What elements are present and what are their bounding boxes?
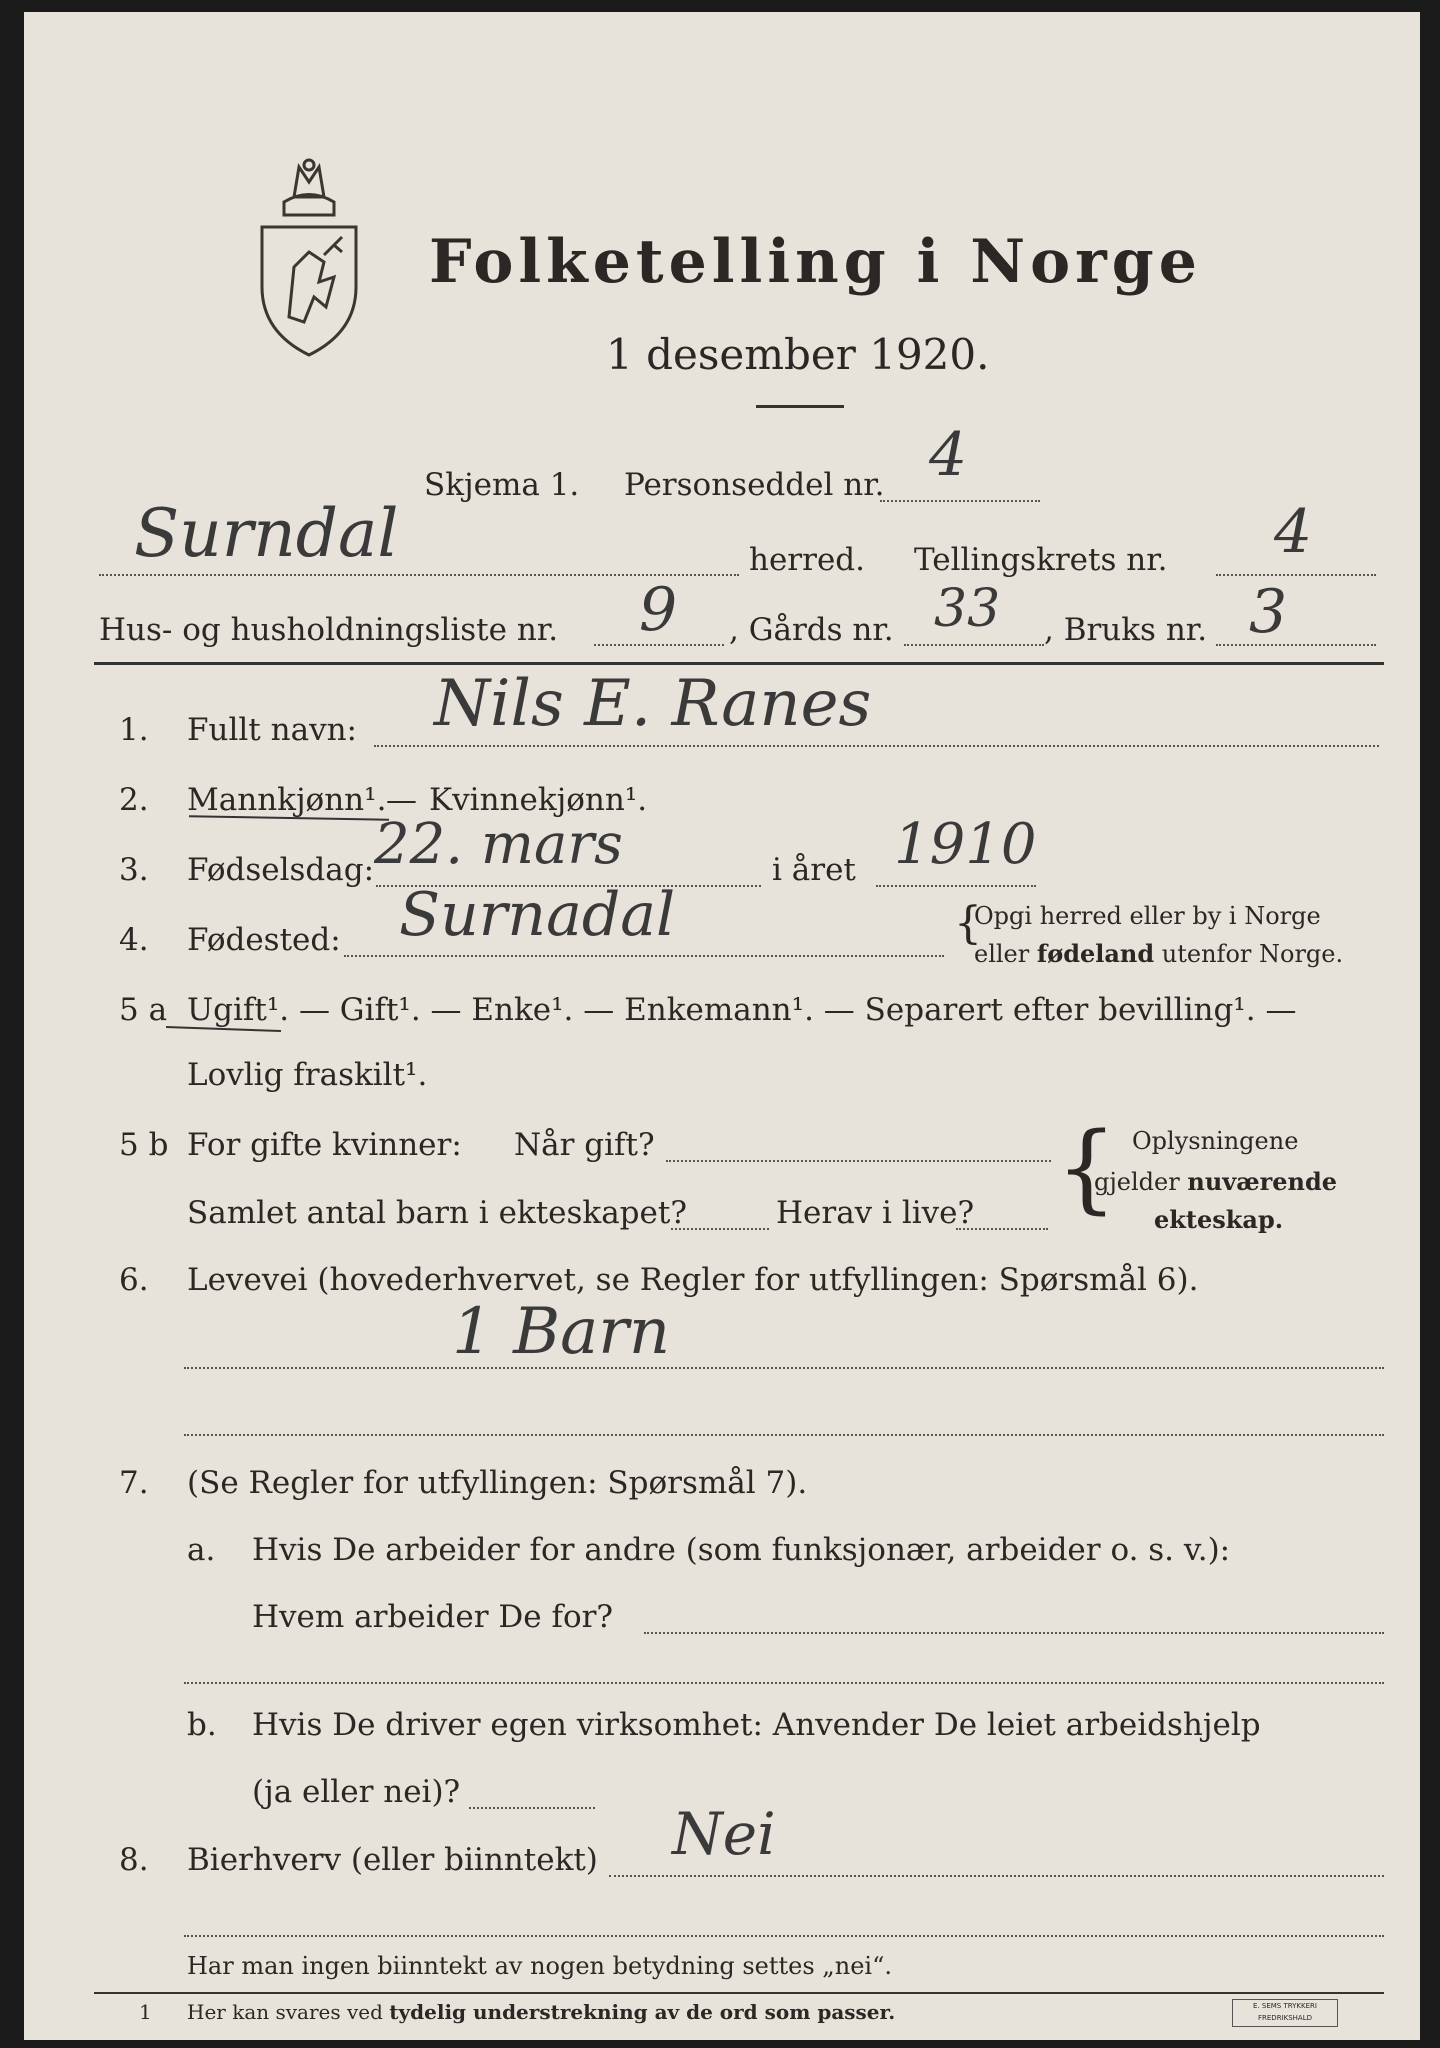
q7b-label: Hvis De driver egen virksomhet: Anvender De leiet arbeidshjelp	[252, 1707, 1261, 1743]
occupation-line-2	[184, 1434, 1384, 1436]
q7a-number: a.	[187, 1532, 216, 1568]
side-income-line	[609, 1875, 1384, 1877]
census-date: 1 desember 1920.	[606, 330, 990, 379]
marriage-note-2-pre: gjelder	[1094, 1168, 1180, 1196]
norwegian-coat-of-arms-icon	[254, 157, 364, 357]
children-label: Samlet antal barn i ekteskapet?	[187, 1195, 687, 1231]
when-married-line	[666, 1160, 1051, 1162]
birthdate-value[interactable]: 22. mars	[374, 812, 623, 877]
q7-label: (Se Regler for utfyllingen: Spørsmål 7).	[187, 1465, 808, 1501]
q1-number: 1.	[119, 712, 149, 748]
when-married-label: Når gift?	[514, 1127, 655, 1163]
gards-line	[904, 644, 1044, 646]
full-name-line	[374, 745, 1379, 747]
side-income-line-2	[184, 1935, 1384, 1937]
q7a-label: Hvis De arbeider for andre (som funksjonær, arbeider o. s. v.):	[252, 1532, 1231, 1568]
marital-options[interactable]: Ugift¹. — Gift¹. — Enke¹. — Enkemann¹. — Separert efter bevilling¹. —	[187, 992, 1297, 1028]
birthplace-note-2	[974, 939, 1343, 968]
birthyear-line	[876, 885, 1036, 887]
personseddel-label: Personseddel nr.	[624, 467, 885, 503]
q2-number: 2.	[119, 782, 149, 818]
schema-label: Skjema 1.	[424, 467, 580, 503]
birthyear-label: i året	[772, 852, 856, 888]
occupation-label: Levevei (hovederhvervet, se Regler for utfyllingen: Spørsmål 6).	[187, 1262, 1199, 1298]
q6-number: 6.	[119, 1262, 149, 1298]
full-name-value[interactable]: Nils E. Ranes	[434, 667, 872, 741]
q5a-number: 5 a	[119, 992, 168, 1028]
birthdate-label: Fødselsdag:	[187, 852, 375, 888]
birthplace-note-2-bold: fødeland	[1036, 939, 1155, 968]
birthplace-line	[344, 955, 944, 957]
footnote-number: 1	[139, 2000, 152, 2024]
side-income-label: Bierhverv (eller biinntekt)	[187, 1842, 598, 1878]
q8-number: 8.	[119, 1842, 149, 1878]
personseddel-value[interactable]: 4	[929, 420, 968, 490]
footnote	[187, 2000, 895, 2024]
personseddel-line	[880, 500, 1040, 502]
birthplace-note-1: Opgi herred eller by i Norge	[974, 902, 1321, 930]
footnote-bold: tydelig understrekning av de ord som passer.	[389, 2000, 896, 2024]
printer-mark-1: E. SEMS TRYKKERI	[1253, 2002, 1317, 2010]
q7b-number: b.	[187, 1707, 217, 1743]
birthplace-note-2-post: utenfor Norge.	[1161, 940, 1344, 968]
employer-line-1	[644, 1632, 1384, 1634]
printer-mark-2: FREDRIKSHALD	[1257, 2014, 1312, 2022]
marriage-note-3: ekteskap.	[1154, 1205, 1284, 1234]
marital-options-2[interactable]: Lovlig fraskilt¹.	[187, 1057, 428, 1093]
male-option[interactable]: Mannkjønn¹.	[187, 782, 387, 818]
alive-line	[956, 1228, 1048, 1230]
alive-label: Herav i live?	[776, 1195, 975, 1231]
herred-label: herred.	[749, 542, 865, 578]
marriage-note-1: Oplysningene	[1132, 1127, 1299, 1155]
tellingskrets-value[interactable]: 4	[1274, 497, 1313, 567]
occupation-line-1	[184, 1367, 1384, 1369]
tellingskrets-label: Tellingskrets nr.	[914, 542, 1168, 578]
hired-help-label: (ja eller nei)?	[252, 1774, 461, 1810]
employer-line-2	[184, 1682, 1384, 1684]
hus-value[interactable]: 9	[639, 575, 678, 645]
footnote-pre: Her kan svares ved	[187, 2000, 383, 2024]
form-title: Folketelling i Norge	[429, 227, 1202, 297]
birthplace-note-2-pre: eller	[974, 940, 1030, 968]
marriage-brace: {	[1056, 1112, 1118, 1224]
marriage-note-2-bold: nuværende	[1187, 1167, 1338, 1196]
female-option[interactable]: Kvinnekjønn¹.	[429, 782, 648, 818]
bruks-line	[1216, 644, 1376, 646]
hus-label: Hus- og husholdningsliste nr.	[99, 612, 559, 648]
bruks-label: , Bruks nr.	[1044, 612, 1208, 648]
birthplace-brace: {	[954, 898, 982, 949]
q3-number: 3.	[119, 852, 149, 888]
tellingskrets-line	[1216, 574, 1376, 576]
hired-help-line	[469, 1807, 595, 1809]
gards-label: , Gårds nr.	[729, 612, 894, 648]
occupation-value[interactable]: 1 Barn	[452, 1295, 671, 1369]
q7-number: 7.	[119, 1465, 149, 1501]
header-rule	[94, 662, 1384, 665]
herred-value[interactable]: Surndal	[134, 495, 399, 572]
married-women-label: For gifte kvinner:	[187, 1127, 462, 1163]
side-income-value[interactable]: Nei	[672, 1800, 776, 1868]
marriage-note-2	[1094, 1167, 1337, 1196]
gards-value[interactable]: 33	[934, 579, 1001, 639]
birthyear-value[interactable]: 1910	[894, 812, 1037, 877]
birthplace-value[interactable]: Surnadal	[399, 880, 676, 950]
footer-note: Har man ingen biinntekt av nogen betydning settes „nei“.	[187, 1952, 892, 1980]
footer-rule	[94, 1992, 1384, 1994]
printer-mark	[1232, 1999, 1338, 2027]
birthplace-label: Fødested:	[187, 922, 341, 958]
title-divider	[756, 405, 844, 408]
census-form	[24, 12, 1420, 2040]
q5b-number: 5 b	[119, 1127, 169, 1163]
bruks-value[interactable]: 3	[1249, 577, 1288, 647]
employer-label: Hvem arbeider De for?	[252, 1599, 614, 1635]
q4-number: 4.	[119, 922, 149, 958]
full-name-label: Fullt navn:	[187, 712, 357, 748]
gender-separator: —	[386, 782, 417, 818]
children-line	[671, 1228, 769, 1230]
